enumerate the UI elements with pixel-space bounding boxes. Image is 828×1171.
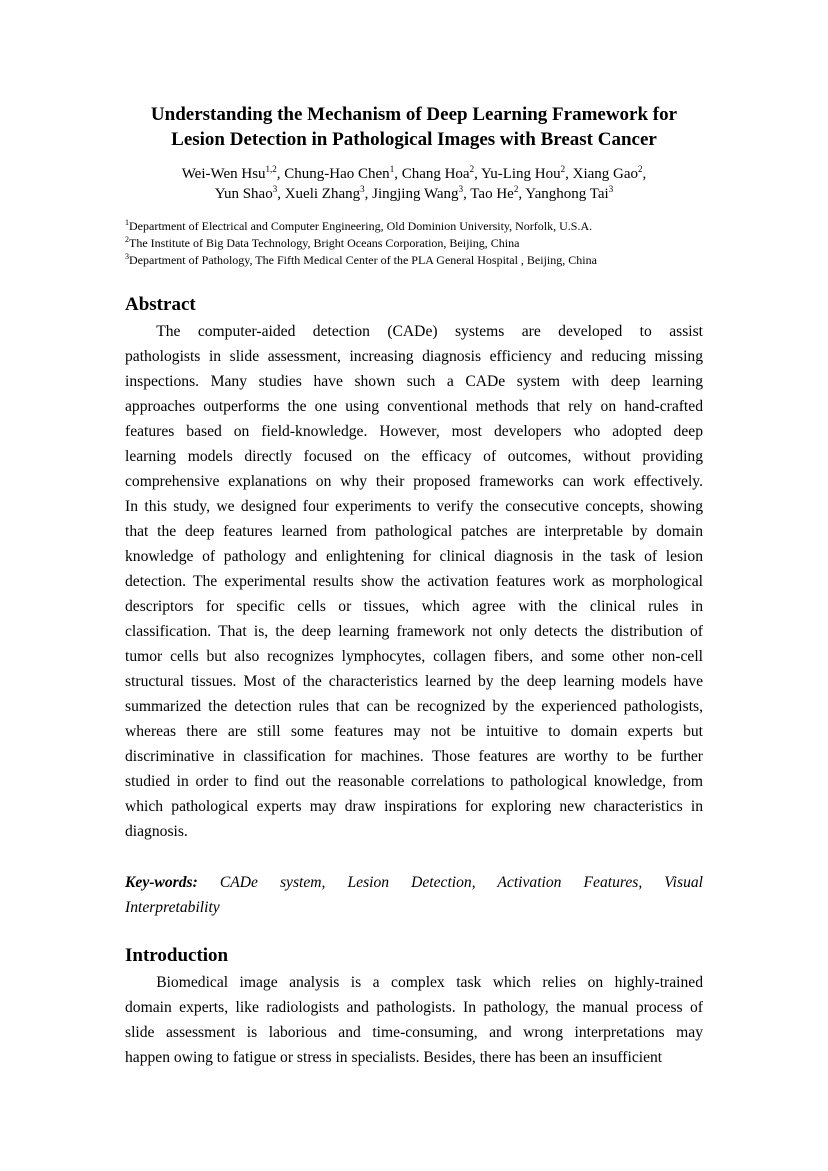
abstract-line: whereas there are still some features may not be intuitive to domain experts but [125, 723, 703, 740]
author-affiliation-mark: 2 [638, 164, 643, 174]
abstract-heading: Abstract [125, 294, 196, 315]
affiliation-item [125, 252, 725, 269]
author-name: Tao He [470, 186, 514, 202]
introduction-line: happen owing to fatigue or stress in specialists. Besides, there has been an insufficient [125, 1049, 663, 1066]
author-separator: , [364, 186, 373, 202]
author-name: Yanghong Tai [525, 186, 609, 202]
author-affiliation-mark: 2 [513, 184, 519, 194]
author-name: Wei-Wen Hsu [181, 166, 266, 182]
author-name: Jingjing Wang [372, 186, 459, 202]
abstract-line: detection. The experimental results show the activation features work as morphological [125, 573, 703, 590]
title-line-2: Lesion Detection in Pathological Images with Breast Cancer [171, 129, 657, 150]
abstract-line: The computer-aided detection (CADe) systems are developed to assist [125, 323, 703, 340]
abstract-line: structural tissues. Most of the characteristics learned by the deep learning models have [125, 673, 703, 690]
abstract-line: studied in order to find out the reasonable correlations to pathological knowledge, from [125, 773, 703, 790]
author-affiliation-mark: 2 [560, 164, 566, 174]
author-affiliation-mark: 3 [608, 184, 614, 194]
author-affiliation-mark: 3 [458, 184, 464, 194]
author-separator: , [565, 166, 573, 182]
author-separator: , [394, 166, 402, 182]
keywords-block [125, 870, 703, 920]
affiliation-mark: 2 [125, 235, 129, 244]
keywords-line-1 [125, 870, 703, 895]
author-separator: , [642, 166, 647, 182]
affiliation-mark: 3 [125, 252, 129, 261]
author-name: Xiang Gao [572, 166, 639, 182]
author-affiliation-mark: 1 [389, 164, 395, 174]
author-name: Chang Hoa [401, 166, 470, 182]
affiliation-text: The Institute of Big Data Technology, Bright Oceans Corporation, Beijing, China [129, 236, 520, 250]
abstract-body [125, 319, 703, 844]
abstract-line: that the deep features learned from pathological patches are interpretable by domain [125, 523, 703, 540]
keywords-label: Key-words: [125, 874, 198, 891]
introduction-body [125, 970, 703, 1070]
abstract-line: summarized the detection rules that can be recognized by the experienced pathologists, [125, 698, 703, 715]
affiliation-list [125, 218, 725, 269]
abstract-line: tumor cells but also recognizes lymphocytes, collagen fibers, and some other non-cell [125, 648, 703, 665]
introduction-line: slide assessment is laborious and time-consuming, and wrong interpretations may [125, 1024, 703, 1041]
author-affiliation-mark: 2 [469, 164, 475, 174]
introduction-line: Biomedical image analysis is a complex task which relies on highly-trained [125, 974, 703, 991]
author-separator: , [474, 166, 482, 182]
author-separator: , [463, 186, 471, 202]
abstract-line: knowledge of pathology and enlightening for clinical diagnosis in the task of lesion [125, 548, 703, 565]
introduction-heading: Introduction [125, 945, 229, 966]
affiliation-item [125, 218, 725, 235]
abstract-line: descriptors for specific cells or tissues, which agree with the clinical rules in [125, 598, 703, 615]
author-name: Yu-Ling Hou [481, 166, 561, 182]
abstract-line: learning models directly focused on the efficacy of outcomes, without providing [125, 448, 703, 465]
author-affiliation-mark: 3 [272, 184, 278, 194]
abstract-line: approaches outperforms the one using conventional methods that rely on hand-crafted [125, 398, 703, 415]
abstract-line: In this study, we designed four experiments to verify the consecutive concepts, showing [125, 498, 703, 515]
author-line-1 [100, 164, 728, 184]
keywords-text-1: CADe system, Lesion Detection, Activation Features, Visual [219, 874, 703, 891]
abstract-line: which pathological experts may draw inspirations for exploring new characteristics in [125, 798, 703, 815]
abstract-line: comprehensive explanations on why their proposed frameworks can work effectively. [125, 473, 703, 490]
abstract-line: diagnosis. [125, 823, 188, 840]
author-line-2 [100, 184, 728, 204]
title-line-1: Understanding the Mechanism of Deep Learning Framework for [150, 104, 678, 125]
affiliation-text: Department of Pathology, The Fifth Medical Center of the PLA General Hospital , Beijing, China [129, 253, 597, 267]
author-name: Xueli Zhang [284, 186, 361, 202]
affiliation-item [125, 235, 725, 252]
keywords-line-2: Interpretability [125, 899, 220, 916]
abstract-line: features based on field-knowledge. However, most developers who adopted deep [125, 423, 703, 440]
author-separator: , [277, 186, 285, 202]
abstract-line: pathologists in slide assessment, increasing diagnosis efficiency and reducing missing [125, 348, 703, 365]
author-separator: , [518, 186, 526, 202]
abstract-line: inspections. Many studies have shown such a CADe system with deep learning [125, 373, 703, 390]
author-name: Yun Shao [214, 186, 273, 202]
affiliation-mark: 1 [125, 218, 129, 227]
affiliation-text: Department of Electrical and Computer Engineering, Old Dominion University, Norfolk, U.S.A. [129, 219, 593, 233]
author-affiliation-mark: 1,2 [265, 164, 277, 174]
author-separator: , [276, 166, 285, 182]
author-name: Chung-Hao Chen [284, 166, 390, 182]
abstract-line: classification. That is, the deep learning framework not only detects the distribution of [125, 623, 703, 640]
introduction-line: domain experts, like radiologists and pathologists. In pathology, the manual process of [125, 999, 703, 1016]
author-list [100, 164, 728, 204]
paper-title [100, 102, 728, 152]
author-affiliation-mark: 3 [360, 184, 365, 194]
abstract-line: discriminative in classification for machines. Those features are worthy to be further [125, 748, 703, 765]
